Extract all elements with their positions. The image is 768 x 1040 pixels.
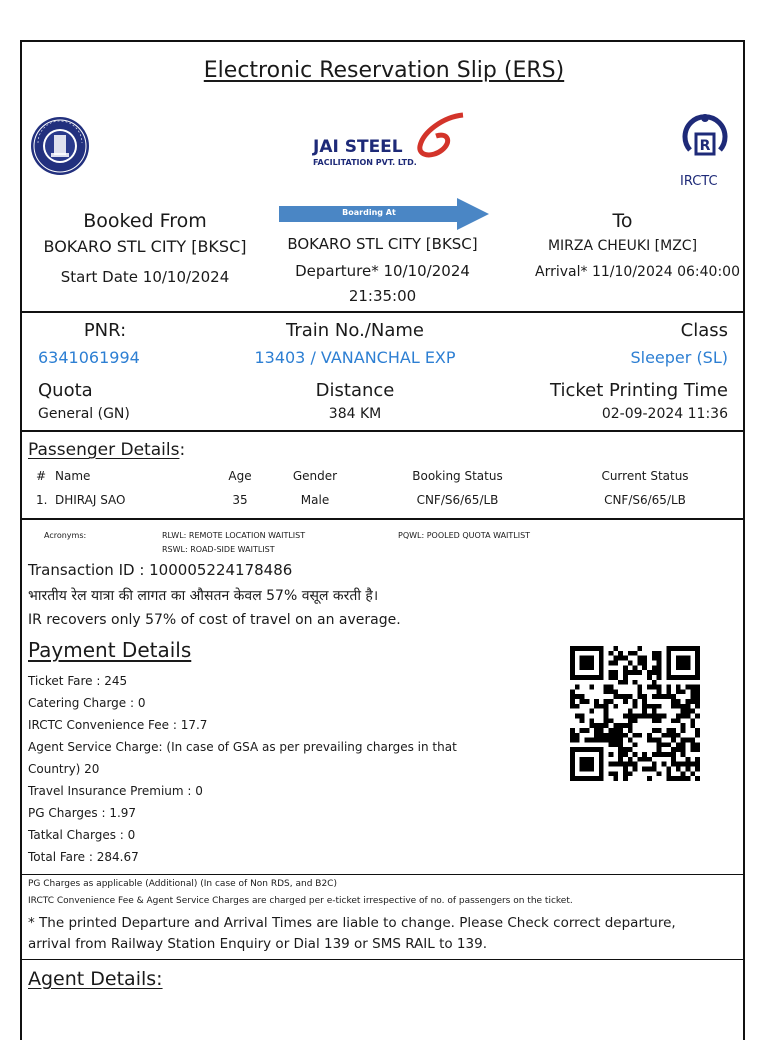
passenger-name: DHIRAJ SAO: [55, 493, 126, 507]
passenger-age: 35: [232, 493, 248, 507]
english-notice: IR recovers only 57% of cost of travel on an average.: [28, 612, 401, 628]
acronyms-label: Acronyms:: [44, 531, 87, 540]
svg-text:R: R: [699, 138, 711, 154]
booked-from-label: Booked From: [83, 210, 207, 232]
booked-from-station: BOKARO STL CITY [BKSC]: [43, 237, 247, 256]
acronym-rswl: RSWL: ROAD-SIDE WAITLIST: [162, 545, 275, 554]
insurance-premium: Travel Insurance Premium : 0: [28, 784, 203, 798]
col-name: Name: [55, 469, 91, 483]
start-date: Start Date 10/10/2024: [60, 268, 230, 286]
divider: [20, 518, 745, 520]
col-age: Age: [228, 469, 252, 483]
pg-note: PG Charges as applicable (Additional) (In case of Non RDS, and B2C): [28, 879, 337, 889]
agency-subtitle: FACILITATION PVT. LTD.: [313, 158, 417, 167]
convenience-note: IRCTC Convenience Fee & Agent Service Charges are charged per e-ticket irrespective of no. of passengers on the ticket.: [28, 896, 573, 906]
print-time-value: 02-09-2024 11:36: [601, 406, 728, 422]
agent-heading: Agent Details:: [28, 968, 163, 990]
print-time-label: Ticket Printing Time: [550, 380, 728, 401]
catering-charge: Catering Charge : 0: [28, 696, 146, 710]
page-title: Electronic Reservation Slip (ERS): [203, 58, 565, 83]
departure-time: 21:35:00: [348, 287, 417, 305]
total-fare: Total Fare : 284.67: [28, 850, 139, 864]
quota-label: Quota: [38, 380, 93, 401]
passenger-gender: Male: [300, 493, 330, 507]
acronym-rlwl: RLWL: REMOTE LOCATION WAITLIST: [162, 531, 306, 540]
passenger-heading-text: Passenger Details: [28, 440, 180, 460]
col-booking-status: Booking Status: [412, 469, 503, 483]
distance-value: 384 KM: [328, 406, 382, 422]
boarding-label: Boarding At: [342, 208, 396, 217]
ticket-fare: Ticket Fare : 245: [28, 674, 128, 688]
agent-service-charge-cont: Country) 20: [28, 762, 100, 776]
irctc-logo-icon: [672, 110, 734, 194]
train-value: 13403 / VANANCHAL EXP: [254, 348, 456, 367]
payment-heading: Payment Details: [28, 638, 192, 662]
train-label: Train No./Name: [286, 320, 424, 341]
tatkal-charges: Tatkal Charges : 0: [28, 828, 136, 842]
pg-charges: PG Charges : 1.97: [28, 806, 137, 820]
disclaimer-line-2: arrival from Railway Station Enquiry or Dial 139 or SMS RAIL to 139.: [28, 936, 487, 952]
agent-service-charge: Agent Service Charge: (In case of GSA as per prevailing charges in that: [28, 740, 457, 754]
qr-code-icon: [570, 646, 700, 781]
divider: [20, 430, 745, 432]
passenger-heading-colon: :: [179, 440, 186, 460]
divider: [20, 874, 745, 875]
quota-value: General (GN): [38, 406, 130, 422]
to-label: To: [612, 210, 633, 232]
departure-datetime: Departure* 10/10/2024: [295, 262, 470, 280]
divider: [20, 311, 745, 313]
acronym-pqwl: PQWL: POOLED QUOTA WAITLIST: [398, 531, 531, 540]
convenience-fee: IRCTC Convenience Fee : 17.7: [28, 718, 208, 732]
booking-status: CNF/S6/65/LB: [416, 493, 499, 507]
current-status: CNF/S6/65/LB: [604, 493, 686, 507]
pnr-label: PNR:: [83, 320, 127, 341]
indian-railways-emblem-icon: [30, 113, 90, 181]
col-gender: Gender: [292, 469, 338, 483]
passenger-heading: [28, 440, 185, 460]
to-station: MIRZA CHEUKI [MZC]: [547, 238, 698, 254]
col-no: #: [36, 469, 47, 483]
arrival-datetime: Arrival* 11/10/2024 06:40:00: [535, 264, 740, 280]
ticket-frame: [20, 40, 745, 1040]
distance-label: Distance: [315, 380, 395, 401]
class-label: Class: [680, 320, 728, 341]
col-current-status: Current Status: [601, 469, 689, 483]
class-value: Sleeper (SL): [630, 348, 728, 367]
hindi-notice: भारतीय रेल यात्रा की लागत का औसतन केवल 57% वसूल करती है।: [28, 588, 379, 604]
row-no: 1.: [36, 493, 48, 507]
disclaimer-line-1: * The printed Departure and Arrival Times are liable to change. Please Check correct departure,: [28, 915, 676, 931]
pnr-value: 6341061994: [38, 348, 140, 367]
jai-steel-logo-icon: [308, 112, 478, 178]
agency-name: JAI STEEL: [313, 137, 403, 157]
divider: [20, 959, 745, 960]
irctc-label: IRCTC: [680, 174, 718, 189]
boarding-station: BOKARO STL CITY [BKSC]: [287, 235, 478, 253]
transaction-id: Transaction ID : 100005224178486: [28, 561, 293, 579]
